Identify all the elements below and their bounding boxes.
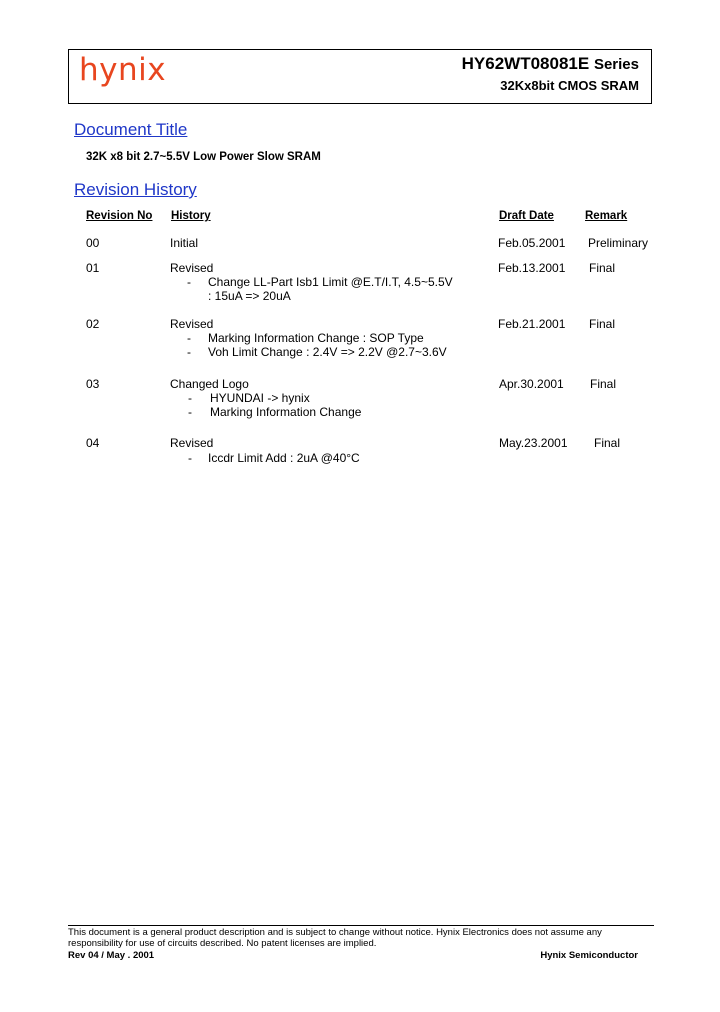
remark: Preliminary [588, 236, 649, 250]
history-summary: Revised [170, 436, 214, 450]
history-detail: Marking Information Change [210, 405, 362, 419]
document-title-text: 32K x8 bit 2.7~5.5V Low Power Slow SRAM [86, 151, 321, 163]
part-subtitle: 32Kx8bit CMOS SRAM [500, 78, 639, 93]
history-summary: Changed Logo [170, 377, 249, 391]
bullet-dash: - [187, 331, 191, 345]
history-detail: Iccdr Limit Add : 2uA @40°C [208, 451, 360, 465]
draft-date: Apr.30.2001 [499, 377, 564, 391]
bullet-dash: - [188, 405, 192, 419]
draft-date: Feb.21.2001 [498, 317, 566, 331]
remark: Final [594, 436, 621, 450]
bullet-dash: - [188, 391, 192, 405]
bullet-dash: - [187, 275, 191, 289]
bullet-dash: - [188, 451, 192, 465]
history-detail: Marking Information Change : SOP Type [208, 331, 424, 345]
history-summary: Initial [170, 236, 199, 250]
document-title-heading: Document Title [74, 120, 188, 139]
series-label: Series [593, 56, 639, 73]
footer-disclaimer: This document is a general product description and is subject to change without notice. Hynix Electronics does not assume any responsibility for use of circuits described. No patent licenses are implied. [68, 927, 602, 949]
draft-date: Feb.13.2001 [498, 261, 566, 275]
bullet-dash: - [187, 345, 191, 359]
history-detail-continuation: : 15uA => 20uA [208, 289, 291, 303]
header-box [68, 49, 652, 104]
remark: Final [589, 261, 616, 275]
hynix-logo: hynix [79, 52, 167, 88]
history-summary: Revised [170, 317, 214, 331]
revision-no: 03 [86, 377, 100, 391]
footer-company: Hynix Semiconductor [540, 950, 638, 961]
part-number: HY62WT08081E [461, 54, 590, 73]
col-remark: Remark [585, 210, 628, 222]
revision-no: 00 [86, 236, 100, 250]
footer-revision: Rev 04 / May . 2001 [68, 950, 155, 961]
history-detail: Voh Limit Change : 2.4V => 2.2V @2.7~3.6V [208, 345, 447, 359]
revision-history-heading: Revision History [74, 180, 197, 199]
remark: Final [589, 317, 616, 331]
history-summary: Revised [170, 261, 214, 275]
draft-date: Feb.05.2001 [498, 236, 566, 250]
col-history: History [171, 210, 211, 222]
col-draft-date: Draft Date [499, 210, 554, 222]
footer-divider [68, 925, 654, 926]
draft-date: May.23.2001 [499, 436, 568, 450]
col-revision-no: Revision No [86, 210, 153, 222]
part-title [462, 54, 639, 74]
history-detail: HYUNDAI -> hynix [210, 391, 310, 405]
revision-no: 04 [86, 436, 100, 450]
history-detail: Change LL-Part Isb1 Limit @E.T/I.T, 4.5~5.5V [208, 275, 453, 289]
remark: Final [590, 377, 617, 391]
revision-no: 01 [86, 261, 100, 275]
revision-no: 02 [86, 317, 100, 331]
